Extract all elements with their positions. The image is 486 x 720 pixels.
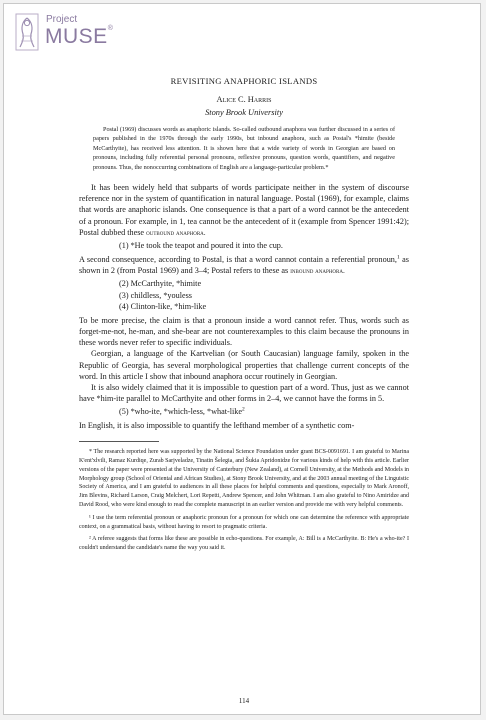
example-list-2-4 [79,278,409,313]
article-title: REVISITING ANAPHORIC ISLANDS [170,76,318,86]
article-author: Alice C. Harris [216,95,272,104]
footnote-divider [79,441,159,442]
paragraph-5: It is also widely claimed that it is impossible to question part of a word. Thus, just as we cannot have *him-ite parallel to McCarthyite and other forms in 2–4, we cannot have the forms in 5. [79,383,409,404]
article-abstract: Postal (1969) discusses words as anaphoric islands. So-called outbound anaphora was further discussed in a series of papers published in the 1970s through the early 1990s, but inbound anaphora, such as Postal's *himite (beside McCarthyite), has received less attention. It is shown here that a wide variety of words in Georgian are based on pronouns, including fully referential personal pronouns, reflexive pronouns, question words, quantifiers, and negative pronouns. Thus, the nonoccurring combinations of English are a language-particular problem.* [93,126,395,171]
footnote-2: ² A referee suggests that forms like these are possible in echo-questions. For example, A: Bill is a McCarthyite. B: He's a who-ite? I couldn't understand the candidate's name the way you said it. [79,536,409,552]
paragraph-1-text: It has been widely held that subparts of words participate neither in the system of discourse reference nor in the system of quantification in natural language. Postal (1969), for example, claims that words are anaphoric islands. One consequence is that a part of a word cannot be the antecedent of a pronoun. For example, in 1, tea cannot be the antecedent of it (example from Spencer 1991:42); Postal dubbed these [79,183,409,237]
page-number: 114 [238,697,250,705]
footnote-ref-2[interactable]: 2 [242,406,245,413]
article-affiliation: Stony Brook University [205,108,283,117]
project-muse-logo[interactable] [14,12,134,58]
muse-emblem-icon [14,12,40,52]
paragraph-1 [79,182,409,238]
document-page [3,3,481,715]
paragraph-2a-text: A second consequence, according to Postal, is that a word cannot contain a referential pronoun, [79,254,397,264]
paragraph-6: In English, it is also impossible to quantify the lefthand member of a synthetic com- [79,421,355,431]
example-5-text: (5) *who-ite, *which-less, *what-like [119,407,243,417]
brand-muse-text [45,25,113,49]
footnote-1: ¹ I use the term referential pronoun or anaphoric pronoun for a pronoun for which one can determine the reference with appropriate context, on a grammatical basis, without having to resort to pragmatic criteria. [79,514,409,530]
example-5 [79,406,409,418]
example-4: (4) Clinton-like, *him-like [119,302,207,312]
paragraph-2 [79,254,409,276]
footnote-ref-1[interactable]: 1 [396,253,400,260]
brand-muse-word: MUSE [45,25,108,48]
paragraph-2b-text: as shown in 2 (from Postal 1969) and 3–4; Postal refers to these as [79,254,409,275]
paragraph-3: To be more precise, the claim is that a pronoun inside a word cannot refer. Thus, words such as forget-me-not, he-man, and she-bear are not counterexamples to this claim because the pronouns in these words never refer to specific individuals. [79,315,409,348]
outbound-anaphora-term: outbound anaphora. [146,227,206,237]
footnotes [79,448,409,553]
paragraph-4: Georgian, a language of the Kartvelian (or South Caucasian) language family, spoken in the Republic of Georgia, has several morphological properties that challenge current concepts of the word. In this article I show that inbound anaphora occur routinely in Georgian. [79,349,409,381]
example-3: (3) childless, *youless [119,290,192,300]
brand-project-text: Project [46,14,78,25]
article-body [79,182,409,431]
footnote-acknowledgments: * The research reported here was supported by the National Science Foundation under grant BCS-0091691. I am grateful to Marina K'ent'xlvili, Ramaz Kurdiqe, Zurab Sarjveladze, Tinatin Šelegia, and Šukia Apridonidze for various kinds of help with this article. Earlier versions of the paper were presented at the University of Canterbury (New Zealand), at Cornell University, at the Methods and Models in Morphology group (School of Oriental and African Studies), at Stony Brook University, and at the 2003 annual meeting of the Linguistic Society of America, and I am grateful to audiences in all these places for helpful comments and questions, especially to Mark Aronoff, Jim Blevins, Richard Larson, Craig Melchert, Lori Repetti, Andrew Spencer, and John Whitman. I am also grateful to Nino Amiridze and David Rood, who were kind enough to read the complete manuscript in an earlier version and provide me with very helpful comments. [79,449,409,509]
example-1: (1) *He took the teapot and poured it into the cup. [119,241,283,251]
example-2: (2) McCarthyite, *himite [119,279,202,289]
registered-mark: ® [107,25,114,32]
inbound-anaphora-term: inbound anaphora. [290,265,345,275]
article-content [79,76,409,705]
